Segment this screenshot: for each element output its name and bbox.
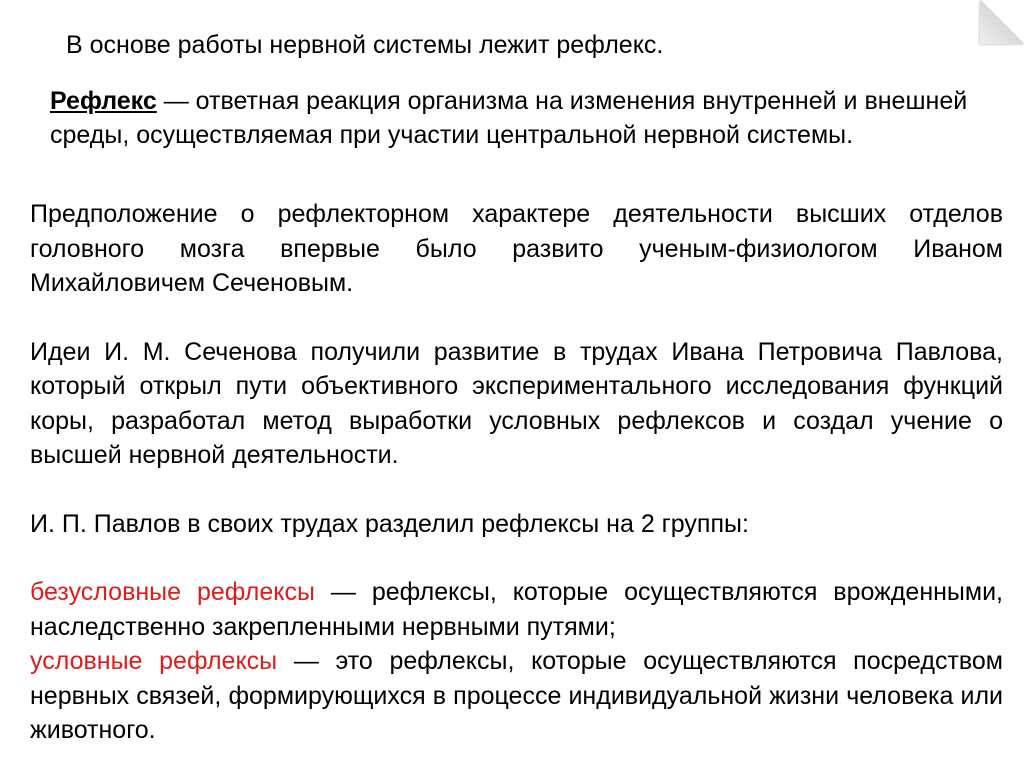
reflex-type-conditioned — [30, 644, 1003, 748]
intro-line: В основе работы нервной системы лежит рефлекс. — [66, 31, 664, 59]
spacer — [30, 473, 1003, 507]
conditioned-term: условные рефлексы — [30, 647, 278, 675]
reflex-type-unconditioned — [30, 575, 1003, 644]
paragraph-groups: И. П. Павлов в своих трудах разделил рефлексы на 2 группы: — [30, 509, 749, 538]
spacer — [30, 301, 1003, 335]
unconditioned-text: — рефлексы, которые осуществляются врожденными, наследственно закрепленными нервными путями; — [30, 578, 1003, 641]
main-text — [30, 197, 1003, 748]
conditioned-text: — это рефлексы, которые осуществляются посредством нервных связей, формирующихся в процессе индивидуальной жизни человека или животного. — [30, 647, 1003, 744]
page-curl-decoration — [980, 0, 1024, 44]
paragraph-sechenov: Предположение о рефлекторном характере деятельности высших отделов головного мозга впервые было развито ученым-физиологом Иваном Михайловичем Сеченовым. — [30, 200, 1003, 297]
definition-term: Рефлекс — [50, 87, 157, 115]
definition-block — [50, 84, 980, 152]
definition-text: — ответная реакция организма на изменения внутренней и внешней среды, осуществляемая при участии центральной нервной системы. — [50, 87, 968, 149]
paragraph-pavlov: Идеи И. М. Сеченова получили развитие в трудах Ивана Петровича Павлова, который открыл пути объективного экспериментального исследования функций коры, разработал метод выработки условных рефлексов и создал учение о высшей нервной деятельности. — [30, 337, 1003, 469]
spacer — [30, 541, 1003, 575]
unconditioned-term: безусловные рефлексы — [30, 578, 315, 606]
